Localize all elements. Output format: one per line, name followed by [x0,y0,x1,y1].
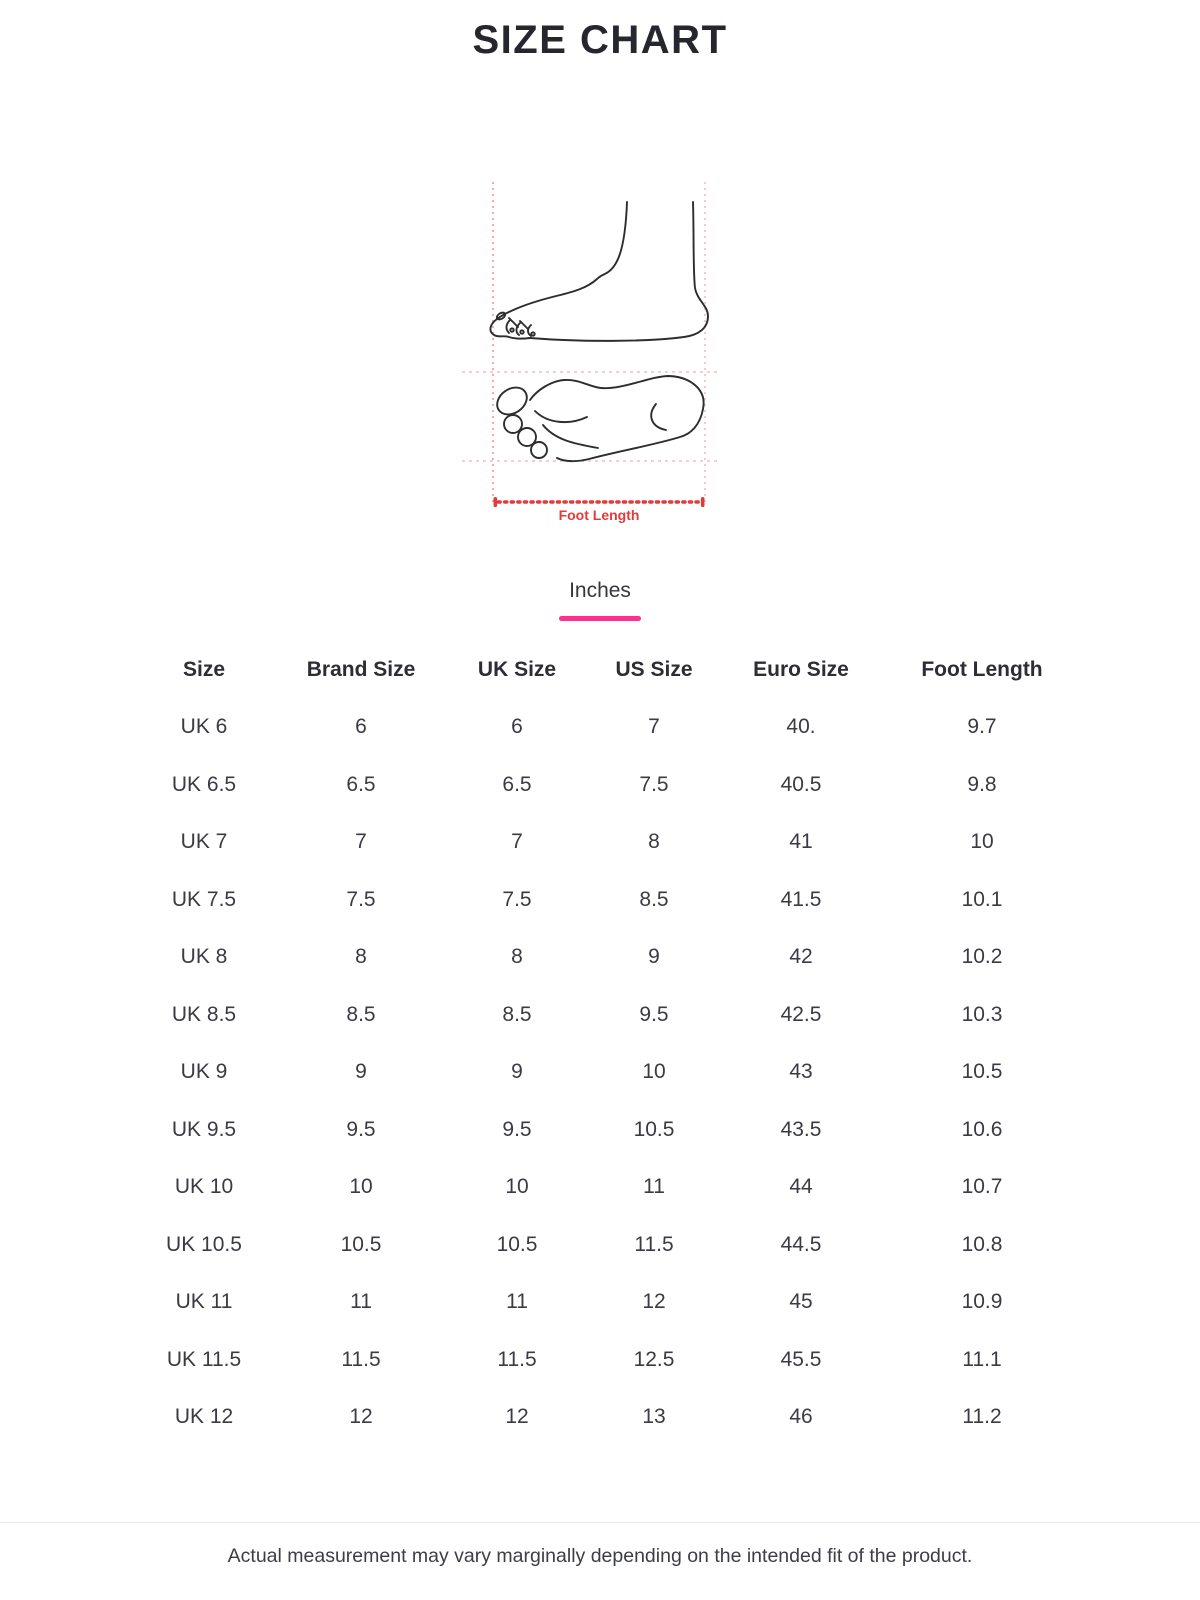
table-row [125,1159,1075,1217]
table-cell: 42 [789,945,813,969]
table-cell: UK 11 [175,1290,233,1314]
table-cell: UK 8.5 [171,1002,237,1026]
table-row [125,1216,1075,1274]
table-cell: 45.5 [780,1347,822,1371]
table-cell: 10.5 [340,1232,382,1256]
table-cell: 9.5 [346,1117,376,1141]
table-row [125,1101,1075,1159]
footer-divider [0,1522,1200,1523]
table-cell: 10.3 [961,1002,1003,1026]
table-cell: UK 11.5 [166,1347,242,1371]
foot-length-arrow [494,497,705,507]
table-cell: 11.5 [341,1347,381,1371]
table-cell: UK 6.5 [171,772,237,796]
table-cell: UK 10 [174,1175,234,1199]
table-body [125,699,1075,1447]
table-cell: 11 [350,1290,372,1314]
footer-note: Actual measurement may vary marginally depending on the intended fit of the product. [227,1545,973,1567]
table-cell: 6.5 [346,772,376,796]
tab-active-indicator [559,616,641,621]
column-header: Brand Size [306,657,416,681]
table-cell: 12 [505,1405,529,1429]
table-cell: 10.7 [961,1175,1003,1199]
table-cell: 7.5 [502,887,532,911]
table-cell: 10.2 [961,945,1003,969]
table-cell: 45 [789,1290,813,1314]
table-row [125,1331,1075,1389]
table-cell: 11.5 [497,1347,537,1371]
measurement-guide-lines [462,182,718,505]
table-cell: 9 [355,1060,367,1084]
table-cell: 8.5 [346,1002,376,1026]
tab-inches-label: Inches [569,579,631,602]
table-cell: 8.5 [639,887,669,911]
table-cell: 46 [789,1405,813,1429]
table-row [125,699,1075,757]
table-row [125,1389,1075,1447]
table-cell: 10.5 [633,1117,675,1141]
table-cell: 10.6 [961,1117,1003,1141]
table-cell: 42.5 [780,1002,822,1026]
table-cell: 13 [642,1405,666,1429]
table-cell: 10.5 [961,1060,1003,1084]
table-cell: 11.5 [634,1232,674,1256]
table-cell: 7 [648,715,660,739]
table-cell: 43 [789,1060,813,1084]
table-cell: 40.5 [780,772,822,796]
table-cell: 9.7 [967,715,997,739]
table-cell: UK 9.5 [171,1117,237,1141]
table-cell: 10 [970,830,994,854]
table-cell: 8 [648,830,660,854]
foot-illustration-svg [460,178,720,526]
table-cell: 7 [355,830,367,854]
table-cell: 41.5 [780,887,822,911]
table-cell: UK 6 [180,715,228,739]
tab-inches[interactable] [559,579,641,621]
table-cell: 11 [506,1290,528,1314]
size-table [125,641,1075,1446]
table-cell: 10.5 [496,1232,538,1256]
table-cell: 12 [349,1405,373,1429]
table-row [125,871,1075,929]
table-row [125,1044,1075,1102]
table-cell: UK 10.5 [166,1232,242,1256]
table-cell: UK 12 [174,1405,234,1429]
column-header: UK Size [477,657,557,681]
table-cell: 11.1 [962,1347,1002,1371]
table-cell: 9 [511,1060,523,1084]
foot-side-view-icon [490,202,708,341]
table-cell: 9.5 [502,1117,532,1141]
table-cell: 7 [511,830,523,854]
page-title: SIZE CHART [472,18,728,62]
table-row [125,814,1075,872]
table-cell: 41 [789,830,813,854]
column-header: Size [182,657,226,681]
table-cell: 44.5 [780,1232,822,1256]
table-row [125,929,1075,987]
table-cell: UK 9 [180,1060,228,1084]
table-row [125,1274,1075,1332]
table-cell: UK 7.5 [171,887,237,911]
table-cell: 10 [505,1175,529,1199]
table-cell: 11 [643,1175,665,1199]
table-cell: 6.5 [502,772,532,796]
table-cell: 12.5 [633,1347,675,1371]
table-cell: 8.5 [502,1002,532,1026]
table-cell: UK 8 [180,945,228,969]
table-cell: 12 [642,1290,666,1314]
table-cell: 6 [355,715,367,739]
table-cell: 10.1 [961,887,1003,911]
table-cell: 44 [789,1175,813,1199]
table-row [125,756,1075,814]
table-row [125,986,1075,1044]
table-cell: 10.8 [961,1232,1003,1256]
foot-sole-view-icon [492,376,704,461]
table-cell: 9 [648,945,660,969]
table-cell: 7.5 [639,772,669,796]
table-cell: 10 [642,1060,666,1084]
foot-measurement-illustration [460,178,720,526]
unit-tabs [0,579,1200,621]
table-cell: 9.5 [639,1002,669,1026]
table-cell: 9.8 [967,772,997,796]
table-cell: 6 [511,715,523,739]
table-cell: 8 [355,945,367,969]
foot-length-label: Foot Length [558,507,640,523]
table-cell: 43.5 [780,1117,822,1141]
column-header: Euro Size [753,657,849,681]
table-cell: 7.5 [346,887,376,911]
table-cell: 10 [349,1175,373,1199]
table-cell: 11.2 [962,1405,1002,1429]
table-cell: 40. [786,715,816,739]
table-cell: 10.9 [961,1290,1003,1314]
column-header: Foot Length [921,657,1043,681]
table-cell: 8 [511,945,523,969]
table-header-row [125,641,1075,699]
column-header: US Size [615,657,693,681]
table-cell: UK 7 [180,830,228,854]
